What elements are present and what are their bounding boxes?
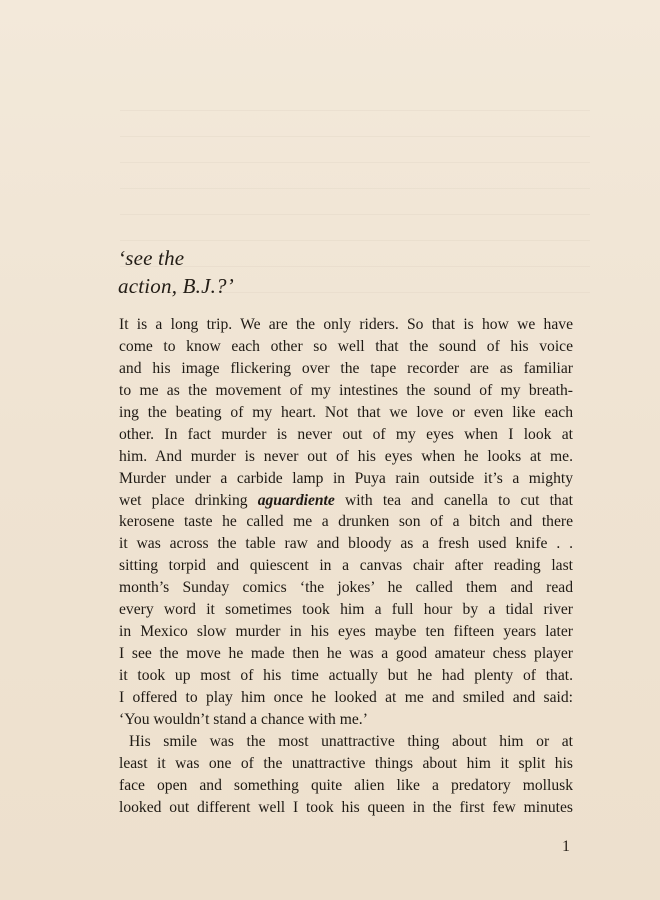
text-line: least it was one of the unattractive things about him it split his [119,754,573,772]
text-line-aguardiente: wet place drinking aguardiente with tea and canella to cut that [119,491,573,509]
text-line: It is a long trip. We are the only riders. So that is how we have [119,316,573,333]
text-line: him. And murder is never out of his eyes when he looks at me. [119,447,573,465]
text-line: looked out different well I took his queen in the first few minutes [119,798,573,816]
text-line: ‘You wouldn’t stand a chance with me.’ [119,710,368,728]
chapter-title-line-2: action, B.J.?’ [118,274,234,298]
text-line: it was across the table raw and bloody as a fresh used knife . . [119,535,573,553]
text-line: to me as the movement of my intestines the sound of my breath- [119,381,573,399]
text-line: sitting torpid and quiescent in a canvas chair after reading last [119,557,573,575]
text-line: in Mexico slow murder in his eyes maybe ten fifteen years later [119,623,573,641]
chapter-title-line-1: ‘see the [118,246,185,270]
text-line: kerosene taste he called me a drunken son of a bitch and there [119,513,573,531]
text-line: month’s Sunday comics ‘the jokes’ he called them and read [119,579,573,597]
text-line: Murder under a carbide lamp in Puya rain outside it’s a mighty [119,469,573,487]
text-line: other. In fact murder is never out of my eyes when I look at [119,425,573,443]
text-line: come to know each other so well that the sound of his voice [119,337,573,355]
text-line-paragraph-start: His smile was the most unattractive thing about him or at [129,732,573,750]
text-line: face open and something quite alien like a predatory mollusk [119,776,573,794]
text-line: every word it sometimes took him a full hour by a tidal river [119,601,573,619]
text-line: I offered to play him once he looked at me and smiled and said: [119,688,573,706]
chapter-title [118,244,234,300]
page-number: 1 [562,838,570,855]
text-line: I see the move he made then he was a good amateur chess player [119,645,573,663]
text-line: it took up most of his time actually but he had plenty of that. [119,667,573,684]
text-line: and his image flickering over the tape recorder are as familiar [119,359,573,377]
body-text [119,314,573,819]
text-line: ing the beating of my heart. Not that we love or even like each [119,403,573,421]
